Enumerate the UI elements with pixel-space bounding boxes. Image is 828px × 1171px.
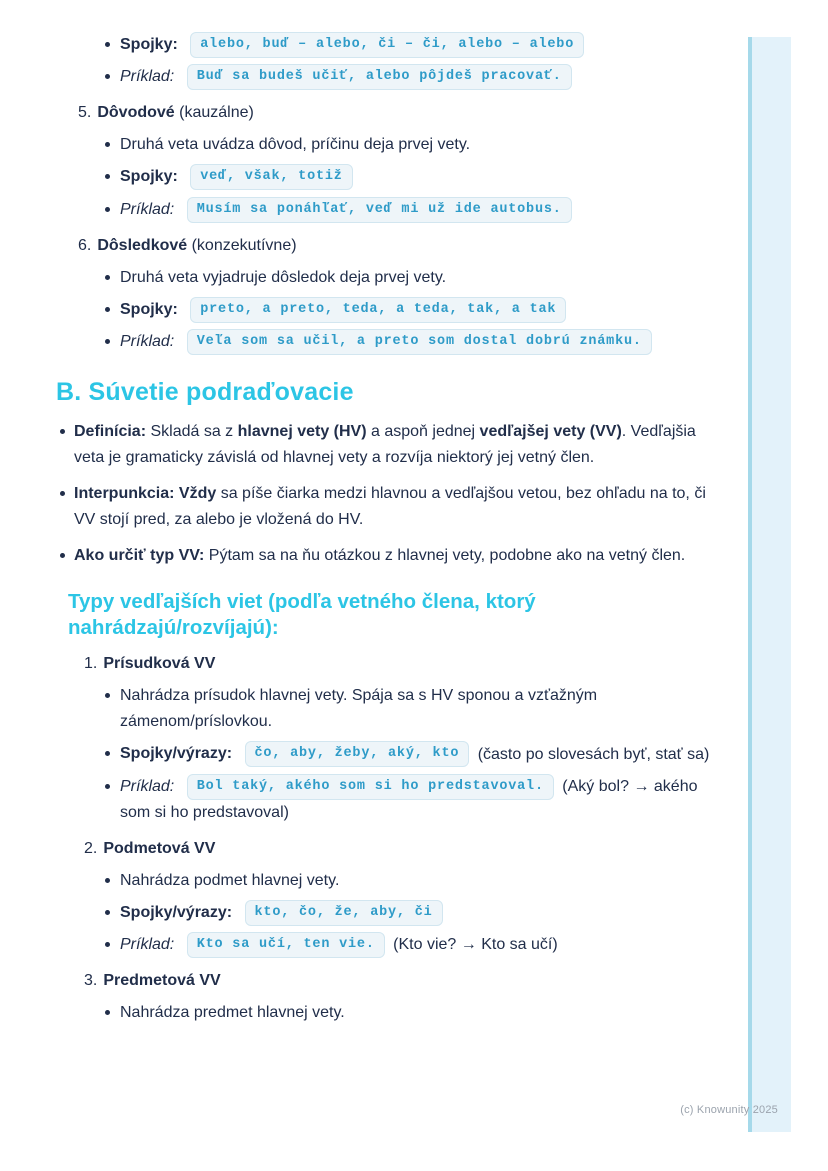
priklad-row xyxy=(120,774,716,826)
description-row xyxy=(120,132,716,158)
ako-urcit-text: Pýtam sa na ňu otázkou z hlavnej vety, podobne ako na vetný člen. xyxy=(204,547,686,565)
ako-urcit-label: Ako určiť typ VV: xyxy=(74,547,205,565)
type-number: 3. xyxy=(84,972,98,990)
spojky-note: (často po slovesách byť, stať sa) xyxy=(473,745,710,763)
type-number: 1. xyxy=(84,655,98,673)
type-detail-list xyxy=(56,683,716,825)
definicia-text-1: Skladá sa z xyxy=(146,423,238,441)
numbered-item-6 xyxy=(56,233,716,355)
type-item-1 xyxy=(56,651,716,825)
description-row xyxy=(120,683,716,735)
item-subtitle: (kauzálne) xyxy=(174,104,254,122)
spojky-label: Spojky: xyxy=(120,301,178,319)
section-a-tail-list xyxy=(56,32,716,90)
definicia-bold-vv: vedľajšej vety (VV) xyxy=(479,423,622,441)
priklad-label: Príklad: xyxy=(120,936,175,954)
item-number: 5. xyxy=(78,104,92,122)
definicia-bullet xyxy=(74,419,716,471)
definicia-text-3: . Vedľajšia veta je gramaticky závislá od hlavnej vety a rozvíja niektorý jej vetný člen. xyxy=(74,423,696,467)
code-chip-conjunctions: kto, čo, že, aby, či xyxy=(245,900,443,926)
description-text: Druhá veta vyjadruje dôsledok deja prvej vety. xyxy=(120,268,447,286)
page-edge-strip xyxy=(748,37,791,1132)
type-number: 2. xyxy=(84,839,98,857)
numbered-item-5 xyxy=(56,100,716,222)
code-chip-conjunctions: alebo, buď – alebo, či – či, alebo – alebo xyxy=(190,32,584,58)
spojky-row xyxy=(120,741,716,767)
type-name: Prísudková VV xyxy=(103,655,216,673)
code-chip-conjunctions: veď, však, totiž xyxy=(190,164,352,190)
type-name: Podmetová VV xyxy=(103,839,216,857)
type-title xyxy=(56,651,716,677)
type-item-3 xyxy=(56,968,716,1026)
priklad-row xyxy=(120,329,716,355)
priklad-label: Príklad: xyxy=(120,777,175,795)
description-row xyxy=(120,1000,716,1026)
spojky-row xyxy=(120,297,716,323)
code-chip-example: Kto sa učí, ten vie. xyxy=(187,932,385,958)
spojky-vyrazy-label: Spojky/výrazy: xyxy=(120,745,233,763)
type-name: Predmetová VV xyxy=(103,972,221,990)
spojky-row xyxy=(120,900,716,926)
type-title xyxy=(56,968,716,994)
spojky-row xyxy=(120,164,716,190)
priklad-row xyxy=(120,64,716,90)
document-content xyxy=(56,26,716,1032)
copyright-notice: (c) Knowunity 2025 xyxy=(680,1104,778,1116)
description-text: Nahrádza podmet hlavnej vety. xyxy=(120,871,340,889)
priklad-label: Príklad: xyxy=(120,68,175,86)
type-item-2 xyxy=(56,836,716,958)
spojky-label: Spojky: xyxy=(120,168,178,186)
description-row xyxy=(120,868,716,894)
priklad-label: Príklad: xyxy=(120,333,175,351)
item-detail-list xyxy=(56,132,716,222)
types-subheading: Typy vedľajších viet (podľa vetného člena, ktorý nahrádzajú/rozvíjajú): xyxy=(68,590,536,640)
interpunkcia-label: Interpunkcia: Vždy xyxy=(74,485,217,503)
code-chip-example: Musím sa ponáhľať, veď mi už ide autobus. xyxy=(187,197,572,223)
code-chip-example: Buď sa budeš učiť, alebo pôjdeš pracovať. xyxy=(187,64,572,90)
interpunkcia-text: sa píše čiarka medzi hlavnou a vedľajšou vetou, bez ohľadu na to, či VV stojí pred, za alebo je vložená do HV. xyxy=(74,485,706,529)
spojky-label: Spojky: xyxy=(120,36,178,54)
description-text: Nahrádza predmet hlavnej vety. xyxy=(120,1004,345,1022)
ako-urcit-bullet xyxy=(74,543,716,569)
type-detail-list xyxy=(56,868,716,958)
type-detail-list xyxy=(56,1000,716,1026)
code-chip-conjunctions: preto, a preto, teda, a teda, tak, a tak xyxy=(190,297,566,323)
item-name: Dôsledkové xyxy=(97,236,188,254)
priklad-note: (Aký bol? → akého som si ho predstavoval) xyxy=(120,777,698,821)
definicia-text-2: a aspoň jednej xyxy=(366,423,480,441)
spojky-vyrazy-label: Spojky/výrazy: xyxy=(120,904,233,922)
priklad-label: Príklad: xyxy=(120,200,175,218)
section-b-bullet-list xyxy=(56,419,716,569)
description-row xyxy=(120,265,716,291)
description-text: Nahrádza prísudok hlavnej vety. Spája sa s HV sponou a vzťažným zámenom/príslovkou. xyxy=(120,687,598,731)
item-subtitle: (konzekutívne) xyxy=(187,236,297,254)
item-detail-list xyxy=(56,265,716,355)
item-number: 6. xyxy=(78,236,92,254)
code-chip-example: Bol taký, akého som si ho predstavoval. xyxy=(187,774,554,800)
item-name: Dôvodové xyxy=(97,104,175,122)
interpunkcia-bullet xyxy=(74,481,716,533)
section-b-heading: B. Súvetie podraďovacie xyxy=(56,378,354,407)
priklad-note: (Kto vie? → Kto sa učí) xyxy=(388,936,558,954)
spojky-row xyxy=(120,32,716,58)
description-text: Druhá veta uvádza dôvod, príčinu deja prvej vety. xyxy=(120,136,471,154)
type-title xyxy=(56,836,716,862)
code-chip-conjunctions: čo, aby, žeby, aký, kto xyxy=(245,741,470,767)
definicia-label: Definícia: xyxy=(74,423,147,441)
item-title xyxy=(56,100,716,126)
priklad-row xyxy=(120,932,716,958)
definicia-bold-hv: hlavnej vety (HV) xyxy=(237,423,367,441)
code-chip-example: Veľa som sa učil, a preto som dostal dobrú známku. xyxy=(187,329,652,355)
item-title xyxy=(56,233,716,259)
priklad-row xyxy=(120,197,716,223)
